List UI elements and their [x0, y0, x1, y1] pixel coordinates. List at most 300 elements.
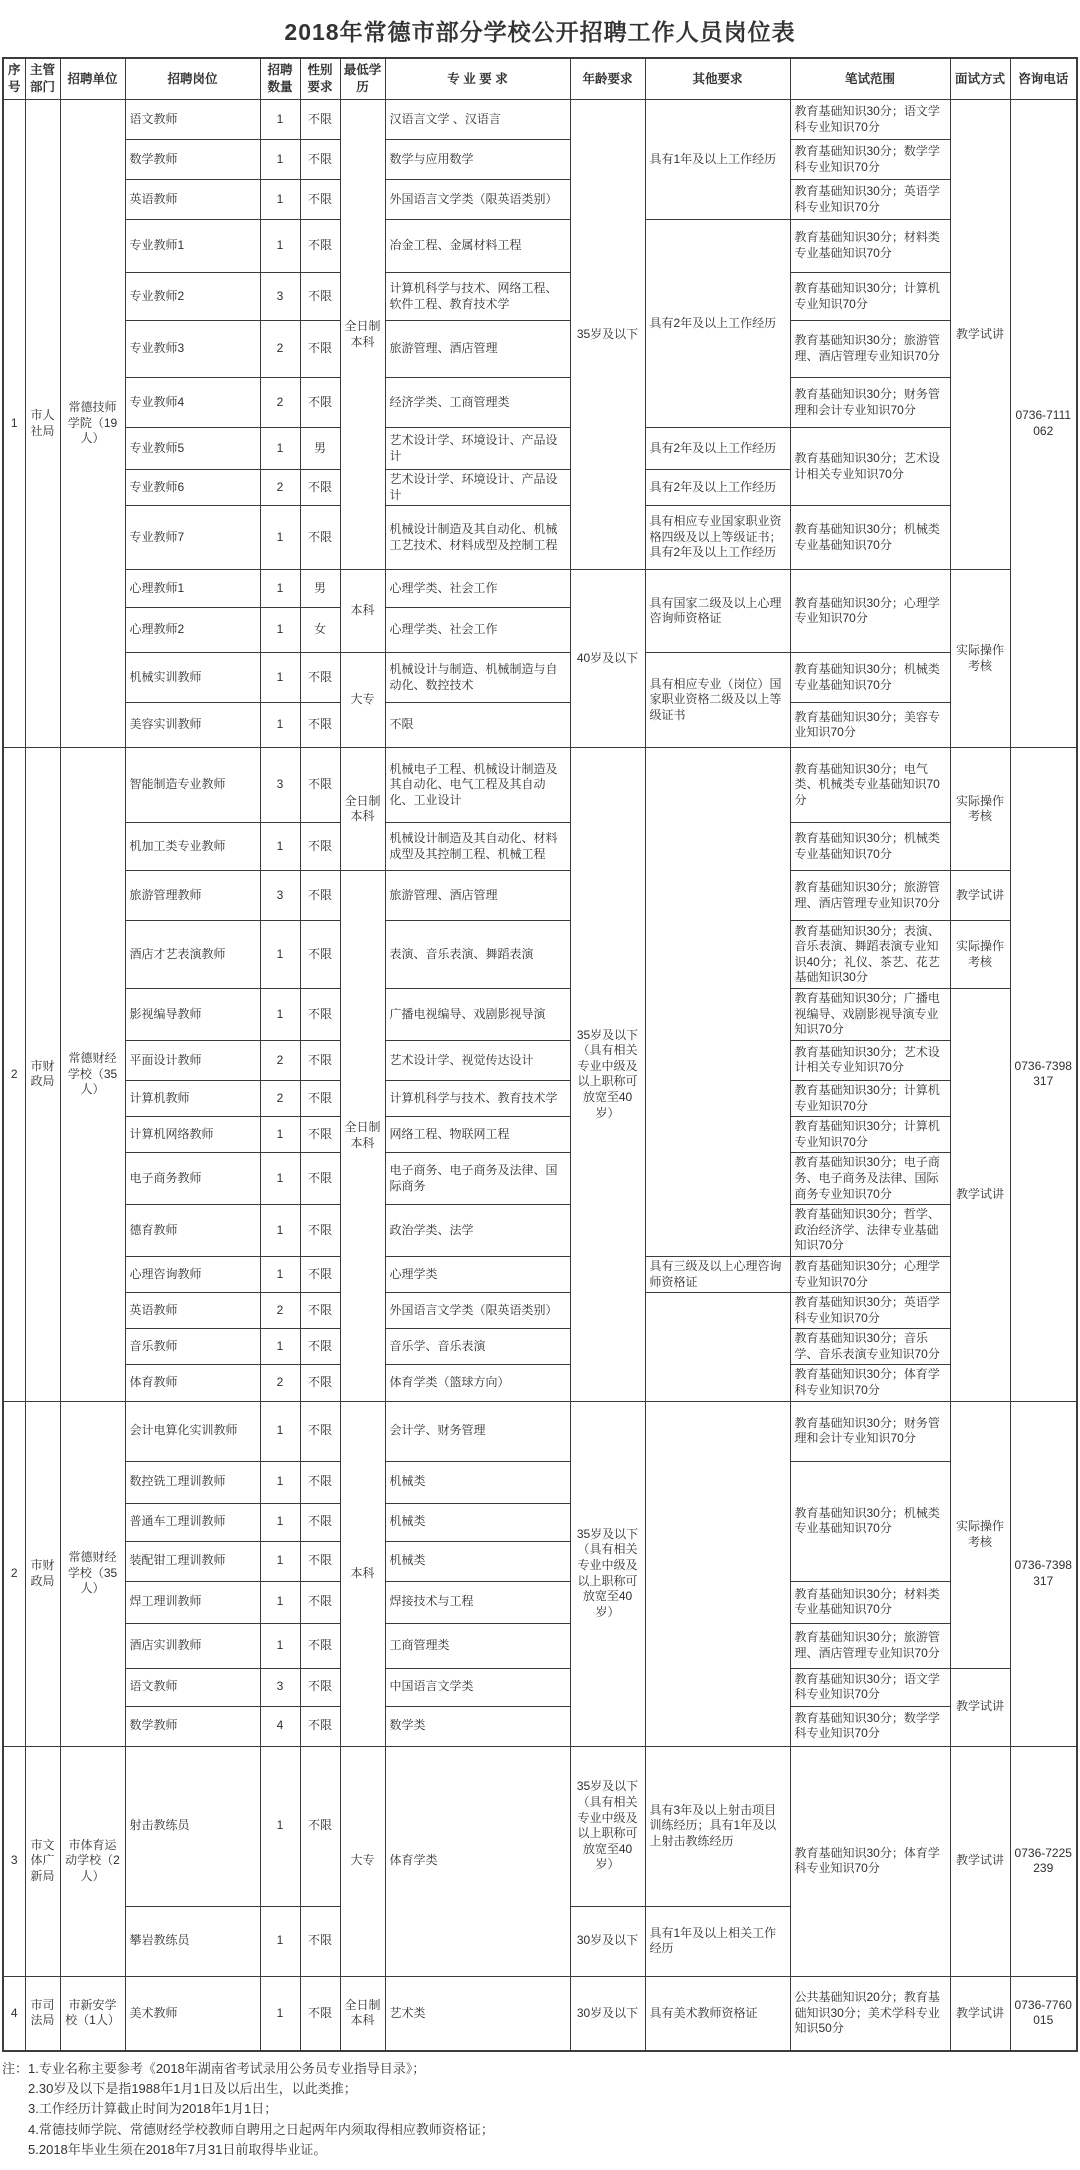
table-cell: [645, 1293, 790, 1402]
table-row: [3, 703, 1077, 748]
table-cell: 教育基础知识30分；音乐学、音乐表演专业知识70分: [790, 1329, 950, 1365]
table-cell: 1: [260, 506, 300, 570]
table-cell: 汉语言文学 、汉语言: [385, 100, 570, 140]
table-cell: 不限: [300, 1706, 340, 1746]
table-cell: 教育基础知识30分；心理学专业知识70分: [790, 1256, 950, 1292]
table-cell: 市文体广新局: [25, 1746, 60, 1976]
table-cell: 不限: [300, 989, 340, 1041]
table-cell: 网络工程、物联网工程: [385, 1117, 570, 1153]
table-cell: 1: [3, 100, 25, 748]
page-title: 2018年常德市部分学校公开招聘工作人员岗位表: [284, 19, 796, 45]
table-cell: 不限: [300, 1461, 340, 1503]
table-cell: 影视编导教师: [125, 989, 260, 1041]
table-cell: 电子商务、电子商务及法律、国际商务: [385, 1153, 570, 1205]
note-line: 4.常德技师学院、常德财经学校教师自聘用之日起两年内须取得相应教师资格证；: [28, 2121, 494, 2137]
table-cell: 不限: [300, 653, 340, 703]
table-cell: 教育基础知识30分；计算机专业知识70分: [790, 273, 950, 321]
table-cell: 1: [260, 653, 300, 703]
table-cell: 2: [260, 1040, 300, 1080]
table-row: [3, 1365, 1077, 1401]
table-cell: 全日制本科: [340, 100, 385, 570]
table-cell: 心理教师1: [125, 570, 260, 608]
table-row: [3, 1293, 1077, 1329]
column-header: 主管部门: [25, 58, 60, 100]
table-cell: 教育基础知识30分；电气类、机械类专业基础知识70分: [790, 748, 950, 823]
table-cell: 大专: [340, 653, 385, 748]
table-cell: 1: [260, 1976, 300, 2051]
table-cell: [645, 748, 790, 1257]
table-cell: 常德财经学校（35人）: [60, 1401, 125, 1746]
table-cell: 具有2年及以上工作经历: [645, 220, 790, 428]
table-row: [3, 220, 1077, 273]
table-cell: 教育基础知识30分；语文学科专业知识70分: [790, 1668, 950, 1706]
table-cell: 40岁及以下: [570, 570, 645, 748]
table-cell: 教育基础知识30分；旅游管理、酒店管理专业知识70分: [790, 871, 950, 921]
table-cell: 不限: [300, 1153, 340, 1205]
note-line: 2.30岁及以下是指1988年1月1日及以后出生，以此类推；: [28, 2081, 357, 2097]
table-cell: 教学试讲: [950, 1746, 1010, 1976]
table-cell: 教学试讲: [950, 989, 1010, 1401]
table-row: [3, 921, 1077, 989]
table-cell: 机械实训教师: [125, 653, 260, 703]
table-cell: 教育基础知识30分；财务管理和会计专业知识70分: [790, 1401, 950, 1461]
table-cell: 市司法局: [25, 1976, 60, 2051]
table-cell: 具有3年及以上射击项目训练经历；具有1年及以上射击教练经历: [645, 1746, 790, 1906]
column-header: 专 业 要 求: [385, 58, 570, 100]
table-cell: 不限: [300, 1256, 340, 1292]
table-cell: 心理教师2: [125, 608, 260, 653]
table-row: [3, 1153, 1077, 1205]
table-cell: 心理学类、社会工作: [385, 608, 570, 653]
table-cell: 4: [3, 1976, 25, 2051]
table-row: [3, 1668, 1077, 1706]
table-cell: 实际操作考核: [950, 570, 1010, 748]
table-cell: 实际操作考核: [950, 921, 1010, 989]
table-cell: 具有1年及以上工作经历: [645, 100, 790, 220]
table-cell: 全日制本科: [340, 748, 385, 871]
table-cell: 不限: [300, 140, 340, 180]
table-cell: 1: [260, 1581, 300, 1623]
table-cell: 1: [260, 921, 300, 989]
table-cell: 不限: [300, 220, 340, 273]
table-cell: 35岁及以下（具有相关专业中级及以上职称可放宽至40岁）: [570, 1746, 645, 1906]
table-cell: 具有相应专业国家职业资格四级及以上等级证书；具有2年及以上工作经历: [645, 506, 790, 570]
table-cell: 1: [260, 1503, 300, 1541]
table-cell: 不限: [300, 1365, 340, 1401]
table-cell: 中国语言文学类: [385, 1668, 570, 1706]
table-row: [3, 321, 1077, 378]
table-cell: 不限: [300, 1976, 340, 2051]
table-cell: 专业教师4: [125, 378, 260, 428]
table-cell: 教学试讲: [950, 871, 1010, 921]
table-cell: 不限: [300, 1293, 340, 1329]
table-cell: 不限: [300, 921, 340, 989]
table-cell: 数学类: [385, 1706, 570, 1746]
table-cell: 1: [260, 1256, 300, 1292]
table-cell: 教育基础知识30分；英语学科专业知识70分: [790, 180, 950, 220]
table-cell: 教育基础知识30分；广播电视编导、戏剧影视导演专业知识70分: [790, 989, 950, 1041]
table-cell: 具有2年及以上工作经历: [645, 428, 790, 470]
table-cell: 教育基础知识30分；体育学科专业知识70分: [790, 1746, 950, 1976]
table-cell: 外国语言文学类（限英语类别）: [385, 180, 570, 220]
table-cell: 旅游管理、酒店管理: [385, 871, 570, 921]
table-cell: 电子商务教师: [125, 1153, 260, 1205]
table-cell: 不限: [300, 321, 340, 378]
table-cell: 不限: [300, 1040, 340, 1080]
table-cell: 焊接技术与工程: [385, 1581, 570, 1623]
table-cell: 广播电视编导、戏剧影视导演: [385, 989, 570, 1041]
table-cell: 不限: [300, 703, 340, 748]
table-cell: 不限: [300, 100, 340, 140]
table-cell: 教育基础知识30分；表演、音乐表演、舞蹈表演专业知识40分；礼仪、茶艺、花艺基础知识30分: [790, 921, 950, 989]
column-header: 面试方式: [950, 58, 1010, 100]
column-header: 笔试范围: [790, 58, 950, 100]
table-cell: [645, 1401, 790, 1746]
table-cell: 0736-7225239: [1010, 1746, 1077, 1976]
table-cell: 1: [260, 823, 300, 871]
table-cell: 数学教师: [125, 1706, 260, 1746]
table-cell: 表演、音乐表演、舞蹈表演: [385, 921, 570, 989]
table-cell: 男: [300, 570, 340, 608]
table-cell: 不限: [300, 823, 340, 871]
table-cell: 艺术设计学、环境设计、产品设计: [385, 428, 570, 470]
notes: [0, 2052, 1080, 2170]
table-row: [3, 1706, 1077, 1746]
table-cell: 2: [260, 321, 300, 378]
table-cell: 市财政局: [25, 748, 60, 1401]
column-header: 其他要求: [645, 58, 790, 100]
table-cell: 美容实训教师: [125, 703, 260, 748]
table-cell: 3: [260, 871, 300, 921]
table-cell: 不限: [300, 1668, 340, 1706]
table-cell: 装配钳工理训教师: [125, 1541, 260, 1581]
table-cell: 专业教师1: [125, 220, 260, 273]
table-cell: 1: [260, 100, 300, 140]
table-cell: 普通车工理训教师: [125, 1503, 260, 1541]
table-row: [3, 100, 1077, 140]
table-cell: 教育基础知识30分；机械类专业基础知识70分: [790, 506, 950, 570]
table-row: [3, 871, 1077, 921]
table-row: [3, 570, 1077, 608]
note-lines: [28, 2059, 494, 2160]
table-cell: 不限: [300, 1205, 340, 1257]
table-cell: 教育基础知识30分；艺术设计相关专业知识70分: [790, 1040, 950, 1080]
table-cell: 不限: [300, 1401, 340, 1461]
table-cell: 旅游管理、酒店管理: [385, 321, 570, 378]
table-row: [3, 653, 1077, 703]
table-cell: 语文教师: [125, 1668, 260, 1706]
table-cell: 市体育运动学校（2人）: [60, 1746, 125, 1976]
table-cell: 0736-7111062: [1010, 100, 1077, 748]
table-cell: 教育基础知识30分；旅游管理、酒店管理专业知识70分: [790, 321, 950, 378]
table-cell: 不限: [300, 506, 340, 570]
table-cell: 平面设计教师: [125, 1040, 260, 1080]
table-body: [3, 100, 1077, 2052]
table-cell: 本科: [340, 570, 385, 653]
table-cell: 大专: [340, 1746, 385, 1976]
column-header: 年龄要求: [570, 58, 645, 100]
table-row: [3, 1329, 1077, 1365]
table-cell: 攀岩教练员: [125, 1906, 260, 1976]
table-cell: 教育基础知识30分；体育学科专业知识70分: [790, 1365, 950, 1401]
table-cell: 全日制本科: [340, 871, 385, 1401]
table-cell: 1: [260, 1117, 300, 1153]
table-cell: 1: [260, 428, 300, 470]
table-cell: 1: [260, 608, 300, 653]
table-cell: 教育基础知识30分；语文学科专业知识70分: [790, 100, 950, 140]
table-cell: 专业教师6: [125, 470, 260, 506]
table-row: [3, 989, 1077, 1041]
table-cell: 不限: [300, 1541, 340, 1581]
column-header: 性别要求: [300, 58, 340, 100]
table-row: [3, 1746, 1077, 1906]
table-row: [3, 1461, 1077, 1503]
table-cell: 教育基础知识30分；材料类专业基础知识70分: [790, 220, 950, 273]
table-cell: 心理咨询教师: [125, 1256, 260, 1292]
table-cell: 1: [260, 1205, 300, 1257]
notes-label: 注：: [2, 2061, 29, 2077]
table-cell: 具有国家二级及以上心理咨询师资格证: [645, 570, 790, 653]
table-cell: 射击教练员: [125, 1746, 260, 1906]
table-cell: 35岁及以下（具有相关专业中级及以上职称可放宽至40岁）: [570, 1401, 645, 1746]
table-cell: 本科: [340, 1401, 385, 1746]
table-cell: 心理学类: [385, 1256, 570, 1292]
table-cell: 经济学类、工商管理类: [385, 378, 570, 428]
table-cell: 教育基础知识30分；数学学科专业知识70分: [790, 1706, 950, 1746]
table-cell: 教育基础知识30分；艺术设计相关专业知识70分: [790, 428, 950, 506]
table-cell: 机械电子工程、机械设计制造及其自动化、电气工程及其自动化、工业设计: [385, 748, 570, 823]
table-cell: 30岁及以下: [570, 1906, 645, 1976]
table-cell: 数学与应用数学: [385, 140, 570, 180]
table-row: [3, 1117, 1077, 1153]
job-table: [2, 57, 1078, 2052]
table-cell: 机械设计制造及其自动化、机械工艺技术、材料成型及控制工程: [385, 506, 570, 570]
table-cell: 政治学类、法学: [385, 1205, 570, 1257]
table-cell: 1: [260, 1746, 300, 1906]
table-cell: 女: [300, 608, 340, 653]
table-cell: 英语教师: [125, 1293, 260, 1329]
table-cell: 德育教师: [125, 1205, 260, 1257]
table-cell: 不限: [300, 378, 340, 428]
table-cell: 2: [3, 748, 25, 1401]
table-cell: 全日制本科: [340, 1976, 385, 2051]
table-cell: 不限: [385, 703, 570, 748]
table-cell: 教育基础知识30分；旅游管理、酒店管理专业知识70分: [790, 1623, 950, 1668]
table-cell: 不限: [300, 470, 340, 506]
table-cell: 2: [3, 1401, 25, 1746]
table-row: [3, 273, 1077, 321]
table-cell: 市财政局: [25, 1401, 60, 1746]
table-cell: 数控铣工理训教师: [125, 1461, 260, 1503]
table-cell: 英语教师: [125, 180, 260, 220]
table-cell: 不限: [300, 1329, 340, 1365]
table-cell: 音乐学、音乐表演: [385, 1329, 570, 1365]
table-cell: 专业教师3: [125, 321, 260, 378]
note-line: 1.专业名称主要参考《2018年湖南省考试录用公务员专业指导目录》；: [28, 2061, 426, 2077]
table-row: [3, 428, 1077, 470]
table-cell: 酒店实训教师: [125, 1623, 260, 1668]
table-cell: 3: [260, 273, 300, 321]
table-cell: 30岁及以下: [570, 1976, 645, 2051]
table-cell: 具有三级及以上心理咨询师资格证: [645, 1256, 790, 1292]
table-cell: 焊工理训教师: [125, 1581, 260, 1623]
table-cell: 具有1年及以上相关工作经历: [645, 1906, 790, 1976]
table-cell: 2: [260, 1293, 300, 1329]
table-cell: 教育基础知识30分；机械类专业基础知识70分: [790, 1461, 950, 1581]
table-cell: 不限: [300, 273, 340, 321]
table-cell: 体育教师: [125, 1365, 260, 1401]
table-row: [3, 180, 1077, 220]
table-cell: 不限: [300, 1623, 340, 1668]
table-cell: 美术教师: [125, 1976, 260, 2051]
table-cell: 1: [260, 1401, 300, 1461]
table-cell: 1: [260, 1461, 300, 1503]
table-cell: 教育基础知识30分；机械类专业基础知识70分: [790, 823, 950, 871]
table-cell: 机械设计制造及其自动化、材料成型及其控制工程、机械工程: [385, 823, 570, 871]
table-cell: 不限: [300, 1906, 340, 1976]
table-cell: 教育基础知识30分；财务管理和会计专业知识70分: [790, 378, 950, 428]
table-cell: 1: [260, 1906, 300, 1976]
table-cell: 教育基础知识30分；数学学科专业知识70分: [790, 140, 950, 180]
note-line: 3.工作经历计算截止时间为2018年1月1日；: [28, 2101, 278, 2117]
column-header: 最低学历: [340, 58, 385, 100]
table-cell: 计算机网络教师: [125, 1117, 260, 1153]
table-row: [3, 823, 1077, 871]
table-cell: 2: [260, 1365, 300, 1401]
table-cell: 不限: [300, 871, 340, 921]
column-header: 招聘数量: [260, 58, 300, 100]
table-cell: 音乐教师: [125, 1329, 260, 1365]
table-cell: 教学试讲: [950, 1976, 1010, 2051]
table-row: [3, 1080, 1077, 1116]
table-cell: 男: [300, 428, 340, 470]
table-cell: 机械类: [385, 1503, 570, 1541]
table-cell: 机械设计与制造、机械制造与自动化、数控技术: [385, 653, 570, 703]
table-cell: 外国语言文学类（限英语类别）: [385, 1293, 570, 1329]
table-cell: 会计电算化实训教师: [125, 1401, 260, 1461]
table-cell: 不限: [300, 1080, 340, 1116]
table-cell: 数学教师: [125, 140, 260, 180]
table-cell: 公共基础知识20分；教育基础知识30分；美术学科专业知识50分: [790, 1976, 950, 2051]
table-cell: 教育基础知识30分；哲学、政治经济学、法律专业基础知识70分: [790, 1205, 950, 1257]
table-cell: 不限: [300, 1581, 340, 1623]
table-row: [3, 1256, 1077, 1292]
table-row: [3, 378, 1077, 428]
table-cell: 不限: [300, 748, 340, 823]
table-cell: 1: [260, 1541, 300, 1581]
table-cell: 常德财经学校（35人）: [60, 748, 125, 1401]
table-cell: 3: [260, 1668, 300, 1706]
table-cell: 1: [260, 180, 300, 220]
column-header: 招聘岗位: [125, 58, 260, 100]
table-cell: 专业教师7: [125, 506, 260, 570]
table-cell: 市新安学校（1人）: [60, 1976, 125, 2051]
table-row: [3, 140, 1077, 180]
table-cell: 常德技师学院（19人）: [60, 100, 125, 748]
table-cell: 不限: [300, 1746, 340, 1906]
table-cell: 35岁及以下（具有相关专业中级及以上职称可放宽至40岁）: [570, 748, 645, 1401]
table-cell: 冶金工程、金属材料工程: [385, 220, 570, 273]
table-cell: 专业教师5: [125, 428, 260, 470]
table-cell: 1: [260, 1153, 300, 1205]
table-cell: 教育基础知识30分；电子商务、电子商务及法律、国际商务专业知识70分: [790, 1153, 950, 1205]
table-cell: 计算机科学与技术、教育技术学: [385, 1080, 570, 1116]
table-cell: 专业教师2: [125, 273, 260, 321]
table-cell: 教育基础知识30分；计算机专业知识70分: [790, 1117, 950, 1153]
table-cell: 教育基础知识30分；美容专业知识70分: [790, 703, 950, 748]
table-cell: 智能制造专业教师: [125, 748, 260, 823]
table-cell: 工商管理类: [385, 1623, 570, 1668]
table-cell: 机加工类专业教师: [125, 823, 260, 871]
table-cell: 1: [260, 703, 300, 748]
table-cell: 教育基础知识30分；机械类专业基础知识70分: [790, 653, 950, 703]
table-cell: 机械类: [385, 1541, 570, 1581]
table-cell: 3: [3, 1746, 25, 1976]
column-header: 咨询电话: [1010, 58, 1077, 100]
table-cell: 不限: [300, 1117, 340, 1153]
table-cell: 艺术类: [385, 1976, 570, 2051]
table-row: [3, 506, 1077, 570]
table-cell: 计算机科学与技术、网络工程、软件工程、教育技术学: [385, 273, 570, 321]
table-cell: 体育学类（篮球方向）: [385, 1365, 570, 1401]
table-cell: 具有美术教师资格证: [645, 1976, 790, 2051]
table-row: [3, 748, 1077, 823]
table-cell: 2: [260, 470, 300, 506]
table-cell: 1: [260, 140, 300, 180]
table-cell: 2: [260, 1080, 300, 1116]
table-cell: 语文教师: [125, 100, 260, 140]
table-cell: 教育基础知识30分；材料类专业基础知识70分: [790, 1581, 950, 1623]
table-cell: 4: [260, 1706, 300, 1746]
table-cell: 实际操作考核: [950, 748, 1010, 871]
note-line: 5.2018年毕业生须在2018年7月31日前取得毕业证。: [28, 2141, 327, 2157]
table-cell: 教育基础知识30分；心理学专业知识70分: [790, 570, 950, 653]
table-cell: 1: [260, 570, 300, 608]
table-cell: 旅游管理教师: [125, 871, 260, 921]
table-cell: 心理学类、社会工作: [385, 570, 570, 608]
table-cell: 实际操作考核: [950, 1401, 1010, 1668]
table-cell: 会计学、财务管理: [385, 1401, 570, 1461]
table-cell: 1: [260, 989, 300, 1041]
table-row: [3, 1623, 1077, 1668]
table-cell: 计算机教师: [125, 1080, 260, 1116]
table-cell: 0736-7760015: [1010, 1976, 1077, 2051]
table-cell: 具有2年及以上工作经历: [645, 470, 790, 506]
table-cell: 机械类: [385, 1461, 570, 1503]
table-cell: 0736-7398317: [1010, 748, 1077, 1401]
table-cell: 艺术设计学、环境设计、产品设计: [385, 470, 570, 506]
table-cell: 1: [260, 1623, 300, 1668]
table-cell: 艺术设计学、视觉传达设计: [385, 1040, 570, 1080]
table-cell: 教学试讲: [950, 100, 1010, 570]
table-cell: 市人社局: [25, 100, 60, 748]
table-cell: 教育基础知识30分；计算机专业知识70分: [790, 1080, 950, 1116]
table-row: [3, 1581, 1077, 1623]
table-row: [3, 1976, 1077, 2051]
table-cell: 不限: [300, 1503, 340, 1541]
table-cell: 2: [260, 378, 300, 428]
table-cell: 具有相应专业（岗位）国家职业资格二级及以上等级证书: [645, 653, 790, 748]
table-cell: 教育基础知识30分；英语学科专业知识70分: [790, 1293, 950, 1329]
table-cell: 酒店才艺表演教师: [125, 921, 260, 989]
table-cell: 教学试讲: [950, 1668, 1010, 1746]
table-cell: 体育学类: [385, 1746, 570, 1976]
table-cell: 不限: [300, 180, 340, 220]
table-row: [3, 1040, 1077, 1080]
column-header: 招聘单位: [60, 58, 125, 100]
table-cell: 1: [260, 220, 300, 273]
header-row: [3, 58, 1077, 100]
